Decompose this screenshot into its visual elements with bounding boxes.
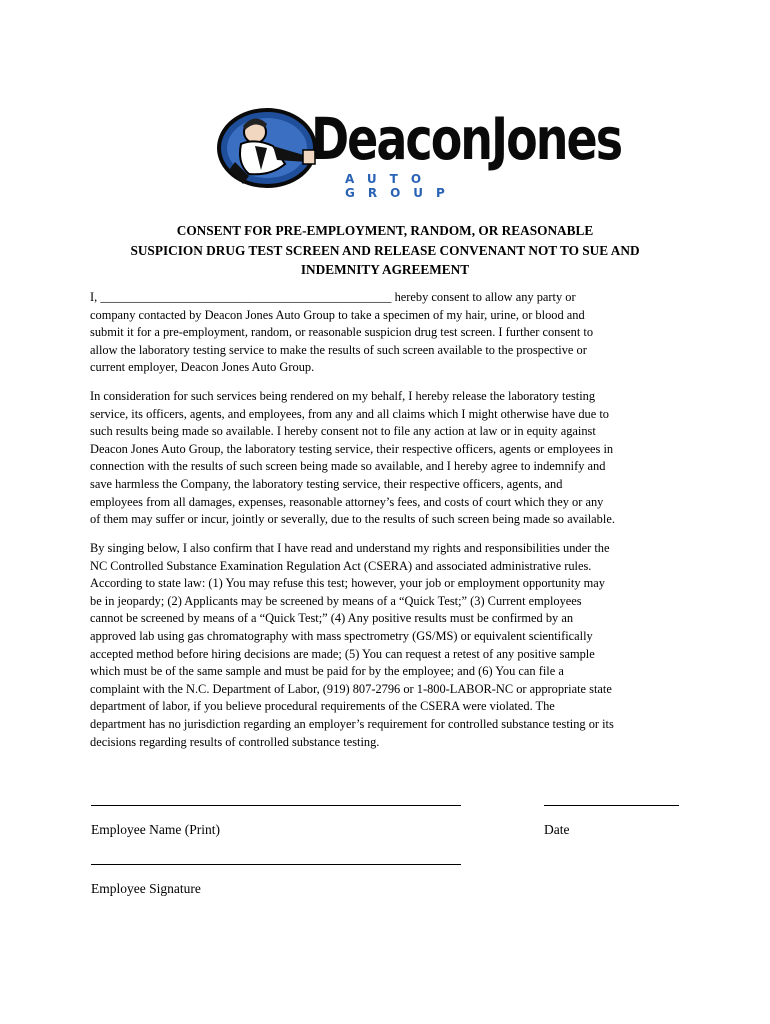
- title-line-1: CONSENT FOR PRE-EMPLOYMENT, RANDOM, OR REASONABLE: [176, 223, 594, 238]
- text-line: By singing below, I also confirm that I have read and understand my rights and responsibilities under the: [90, 541, 610, 555]
- csera-paragraph: [90, 540, 690, 751]
- date-line[interactable]: [544, 805, 679, 806]
- title-line-3: INDEMNITY AGREEMENT: [300, 262, 470, 277]
- employee-signature-line[interactable]: [91, 864, 461, 865]
- text-line: approved lab using gas chromatography with mass spectrometry (GS/MS) or equivalent scientifically: [90, 628, 593, 643]
- text-line: I, _______________________________________________ hereby consent to allow any party or: [90, 290, 576, 304]
- text-line: accepted method before hiring decisions are made; (5) You can request a retest of any positive sample: [90, 646, 595, 661]
- company-logo: [215, 104, 622, 200]
- text-line: which must be of the same sample and must be paid for by the employee; and (6) You can file a: [90, 664, 564, 679]
- text-line: department has no jurisdiction regarding an employer’s requirement for controlled substance testing or its: [90, 716, 614, 731]
- text-line: complaint with the N.C. Department of Labor, (919) 807-2796 or 1-800-LABOR-NC or appropriate state: [90, 681, 612, 696]
- text-line: be in jeopardy; (2) Applicants may be screened by means of a “Quick Test;” (3) Current employees: [90, 593, 582, 608]
- text-line: save harmless the Company, the laboratory testing service, their respective officers, agents, and: [90, 476, 563, 491]
- employee-name-line[interactable]: [91, 805, 461, 806]
- employee-name-label: Employee Name (Print): [91, 822, 220, 837]
- logo-wordmark: DeaconJones: [311, 105, 622, 173]
- text-line: such results being made so available. I hereby consent not to file any action at law or in equity against: [90, 424, 596, 439]
- logo-subtitle: AUTO GROUP: [345, 172, 458, 200]
- text-line: department of labor, if you believe procedural requirements of the CSERA were violated. The: [90, 699, 555, 714]
- text-line: cannot be screened by means of a “Quick Test;” (4) Any positive results must be confirmed by an: [90, 611, 574, 626]
- text-line: company contacted by Deacon Jones Auto Group to take a specimen of my hair, urine, or blood and: [90, 307, 585, 322]
- date-label: Date: [544, 822, 570, 837]
- text-line: allow the laboratory testing service to make the results of such screen available to the prospective or: [90, 342, 587, 357]
- employee-signature-label: Employee Signature: [91, 881, 201, 896]
- text-line: current employer, Deacon Jones Auto Group.: [90, 360, 315, 375]
- consent-paragraph: [90, 289, 690, 377]
- text-line: connection with the results of such screen being made so available, and I hereby agree to indemnify and: [90, 459, 606, 474]
- text-line: of them may suffer or incur, jointly or severally, due to the results of such screen being made so available.: [90, 512, 615, 527]
- text-line: NC Controlled Substance Examination Regulation Act (CSERA) and associated administrative rules.: [90, 558, 592, 573]
- text-line: In consideration for such services being rendered on my behalf, I hereby release the laboratory testing: [90, 389, 596, 403]
- document-title: [80, 221, 690, 280]
- text-line: submit it for a pre-employment, random, or reasonable suspicion drug test screen. I further consent to: [90, 325, 594, 340]
- text-line: Deacon Jones Auto Group, the laboratory testing service, their respective officers, agents or employees in: [90, 441, 614, 456]
- text-line: employees from all damages, expenses, reasonable attorney’s fees, and costs of court which they or any: [90, 494, 604, 509]
- release-paragraph: [90, 388, 690, 529]
- title-line-2: SUSPICION DRUG TEST SCREEN AND RELEASE CONVENANT NOT TO SUE AND: [130, 242, 640, 258]
- text-line: decisions regarding results of controlled substance testing.: [90, 734, 380, 749]
- text-line: service, its officers, agents, and employees, from any and all claims which I might otherwise have due to: [90, 406, 609, 421]
- text-line: According to state law: (1) You may refuse this test; however, your job or employment opportunity may: [90, 576, 605, 591]
